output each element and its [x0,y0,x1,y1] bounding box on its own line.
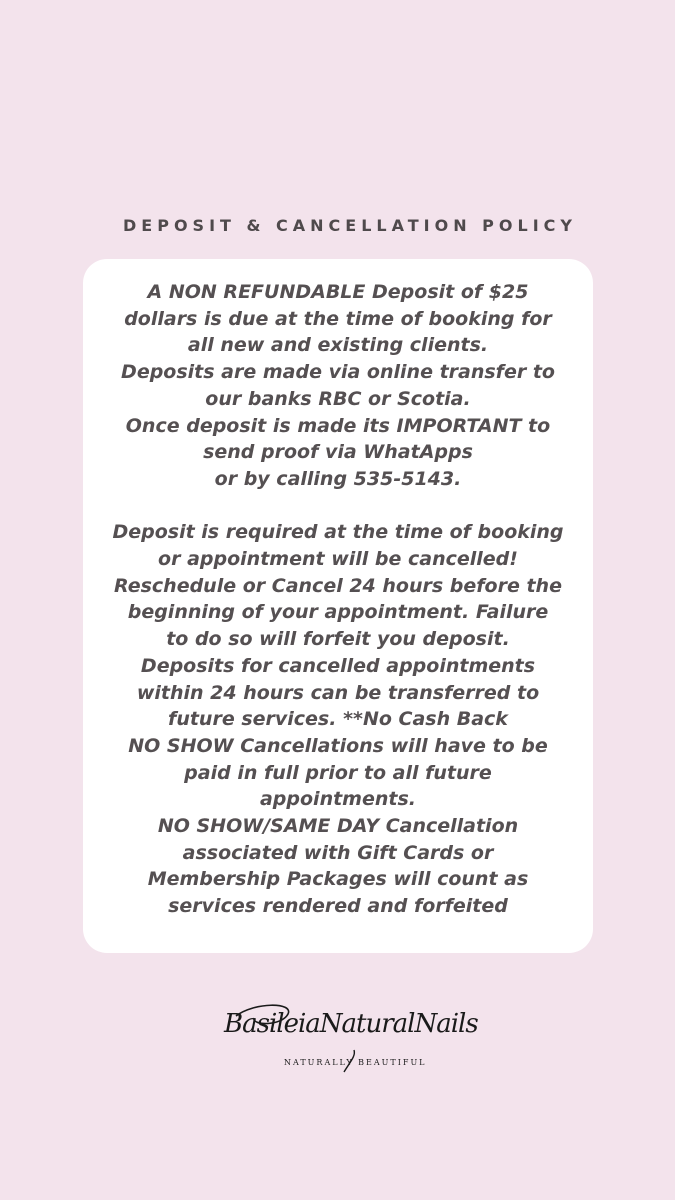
policy-line: paid in full prior to all future [184,761,492,784]
policy-line: all new and existing clients. [187,334,489,357]
policy-line: or by calling 535-5143. [214,467,462,490]
policy-line: A NON REFUNDABLE Deposit of $25 [147,281,529,303]
policy-card [83,259,593,953]
policy-line: beginning of your appointment. Failure [127,601,549,624]
policy-line: within 24 hours can be transferred to [136,681,540,704]
policy-line: Deposits are made via online transfer to [121,361,555,384]
policy-line: Deposit is required at the time of booking [112,521,564,544]
policy-line: services rendered and forfeited [168,895,508,918]
policy-line: our banks RBC or Scotia. [205,387,471,410]
policy-line: Membership Packages will count as [147,868,529,891]
policy-line: Once deposit is made its IMPORTANT to [125,414,551,437]
policy-line: appointments. [259,788,417,811]
policy-line: NO SHOW/SAME DAY Cancellation [157,815,519,838]
logo-name: BasileiaNaturalNails [224,1009,478,1039]
logo-tagline: NATURALLY BEAUTIFUL [284,1058,427,1067]
policy-line: dollars is due at the time of booking for [124,307,552,330]
policy-line: to do so will forfeit you deposit. [166,628,510,651]
policy-line: or appointment will be cancelled! [158,548,518,571]
policy-line: Reschedule or Cancel 24 hours before the [114,574,562,597]
logo-wordmark [224,996,478,1042]
paragraph-gap [83,493,593,520]
brand-logo [224,996,478,1080]
page-title: DEPOSIT & CANCELLATION POLICY [123,216,577,235]
policy-line: send proof via WhatApps [203,441,473,464]
policy-line: future services. **No Cash Back [168,708,508,731]
policy-line: associated with Gift Cards or [182,841,494,864]
policy-line: Deposits for cancelled appointments [140,654,536,677]
policy-line: NO SHOW Cancellations will have to be [128,734,548,757]
policy-text [83,279,593,920]
